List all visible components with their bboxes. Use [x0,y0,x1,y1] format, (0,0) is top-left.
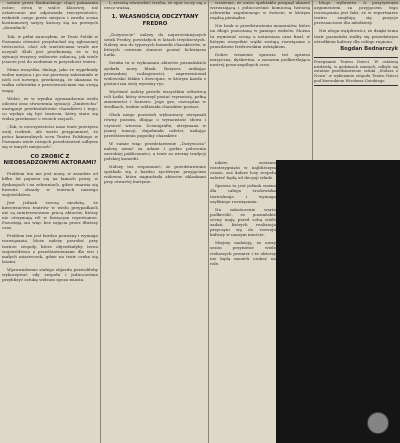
col4-paragraph: blogo wybrzeże. A pozytywnym argumentem za przyjęciem tego rozwiązania jest fakt, że w repertuarze teatru znajdują się pozycje przeznaczone dla młodzieży. [314,0,398,26]
col3-paragraph: Nie brak w przedstawieniu momentów, które na długo pozostaną w pamięci widzów. Można tu wymienić scenę u notariusza oraz finał, w którym wszystkie wątki zostają rozwiązane z prawdziwie fredrowskim wdziękiem. [210,23,310,49]
column-3 [210,0,310,160]
column-divider [208,0,209,443]
stamp-mark [367,412,389,434]
col2-paragraph: „Dożywocie” należy do najwcześniejszych sztuk Fredry, powstałych w latach trzydziestych. Należy ono do typowych komedii charakterów, w których centrum stanowi postać lichwiarza Łatki. [104,32,206,58]
col2-paragraph: Należy też wspomnieć, że przedstawienie spotkało się z bardzo życzliwym przyjęciem widowni, która nagradzała aktorów oklaskami przy otwartej kurtynie. [104,164,206,185]
col2-paragraph: Sztuka ta w wykonaniu aktorów poznańskich zyskała nowy blask. Reżyser, unikając przesadnej rodzajowości, zaprezentował widowisko lekkie i dowcipne, w którym każda z postaci ma swój wyraźny rys. [104,60,206,86]
scrap-paragraph: Sprawa ta jest jednak ważna dla całego środowiska teatralnego i wymaga szybkiego rozwiązania. [210,183,276,204]
author-signature: Bogdan Bednarczyk [340,45,398,52]
col2-intro: I, zresztą stwierdzić trzeba, że spór toczy się o rzecz ważną. [104,0,206,11]
col1-paragraph: Mimo wszystko, dialogi, jako że wypełniały wolne miejsca i po raz pierwszy zabrzmiało w nich coś nowego, przekonują, że ukazana tu walka człowieka z przeciwnościami ma swoją wagę. [2,67,98,93]
col2-paragraph: Wyróżnić należy przede wszystkim odtwórcę roli Łatki, który stworzył postać wyrazistą, pełną zmienności i humoru. Jego gra, oszczędna w środkach, trafnie oddawała charakter postaci. [104,88,206,110]
scrap-paragraph: Na zakończenie warto podkreślić, że poznańskie sceny mają przed sobą wiele zadań, których realizacja przyczyni się do rozwoju kultury w naszym mieście. [210,206,276,238]
column-4 [314,0,398,160]
col1-paragraph: Jest jednak rzeczą niezbitą, że kierownictwa teatrów w wielu przypadkach nie są zainteresowane pracą aktorów, którzy nie otrzymują ról w bieżącym repertuarze. Pozostają oni więc bez zajęcia przez dłuższy czas. [2,199,98,231]
column-divider [312,0,313,160]
col3-paragraph: wrażenie, że autor spektaklu pragnął ukazać wzruszającą i jednocześnie komiczną historię człowieka zagubionego w świecie, w którym rządzą pieniądze. [210,0,310,21]
column-continuation [210,160,276,443]
col2-paragraph: W sumie więc przedstawienie „Dożywocia” należy uznać za udane i godne polecenia szerokiej publiczności, a teatr za wierny tradycji polskiej komedii. [104,140,206,162]
column-1 [2,0,98,443]
scrap-paragraph: Miejmy nadzieję, że nowy sezon przyniesie wiele ciekawych premier i że aktorzy nie będą musieli czekać na role. [210,240,276,266]
section-headline: CO ZROBIĆ Z NIEOBSADZONYMI AKTORAMI? [3,153,97,166]
col1-paragraph: Tak, w pełni nauczyłem, że Teatr Polski w Poznaniu również przysłuchał się zgłoszonej twórczości, choć ich wartościami wcale nie uczynił. Klub jest przekonany, że w tej sytuacji wszyscy widzowie zobaczą, jak wiele jeszcze jest do zrobienia w przyszłości teatru. [2,33,98,65]
col1-paragraph: Wprowadzenie stałego objazdu pozwoliłoby wykorzystać siły zespołu i jednocześnie przybliżyć sztukę widzom spoza miasta. [2,266,98,283]
col1-paragraph: „Tak, w rzeczywistości nasz teatr przeżywa swój rozkwit, ale warto przypomnieć, że prócz kameralnych scen Teatru Polskiego w Poznaniu wiele różnych przedstawień odbywa się w innych miejscach”. [2,124,98,150]
col4-paragraph: Nie ulega wątpliwości, że dzięki temu teatr poznański stałby się prawdziwym ośrodkiem kultury dla całego regionu. [314,28,398,44]
section-headline: 1. WŁASNOŚCIĄ ODCZYTANY FREDRO [111,14,199,27]
column-2 [104,0,206,443]
col1-paragraph: Problem ten nie jest nowy, w zasadzie od kilku lat pojawia się na łamach prasy, w dyskusjach i na zebraniach, gdzie omawia się kwestie obsady w teatrach naszego województwa. [2,171,98,197]
col1-paragraph: szenie przez Rudnickiego chęci pokazania rożne; stron w walce klasowej, niż ostatecznie nie odpowiada rzeczywistości, wskutek czego puste miejsca i zawiła scena kostiumowej satyry kończy się na pewnych „dowodach”. [2,0,98,31]
column-divider [100,0,101,443]
boxed-note: Pożegnanie Teatru Dzieci. W ostatnią niedzielę, w godzinach rannych, odbyło się ostatnie przedstawienie sztuki „Stolarz z Nowa” w wykonaniu zespołu Teatru Dzieci pod kierunkiem Wiesława Gorskiego. [314,57,398,87]
col1-paragraph: Widać, że w wyniku zgromadzenia wielu odcieni oraz stworzenia sytuacji „Zmierzchu” następuje przekształcenie charakteru i tego, co wydaje się być teatrem, który stara się widza przekonać o swoich racjach. [2,95,98,121]
col3-paragraph: Dobre wrażenie sprawia też oprawa muzyczna, dyskretna, a zarazem podkreślająca nastrój poszczególnych scen. [210,51,310,68]
col2-paragraph: Obok niego pozostali wykonawcy utrzymali równy poziom, dbając o wyrazistość słowa i czystość wiersza. Scenografia, utrzymana w jasnej tonacji, dopełniała całości, nadając przedstawieniu pogodny charakter. [104,112,206,138]
col1-paragraph: Problem ten jest bardzo poważny i wymaga rozwiązania. Może należy powołać przy teatrze zespoły, które objeżdżałyby teren województwa z przedstawieniami dla wsi i małych miasteczek, gdzie na teatr czeka się latami. [2,233,98,264]
scrap-paragraph: ników zostanie rozstrzygnięta w najbliższym czasie, zaś dalsze losy zespołu zależeć będą od decyzji władz. [210,160,276,181]
